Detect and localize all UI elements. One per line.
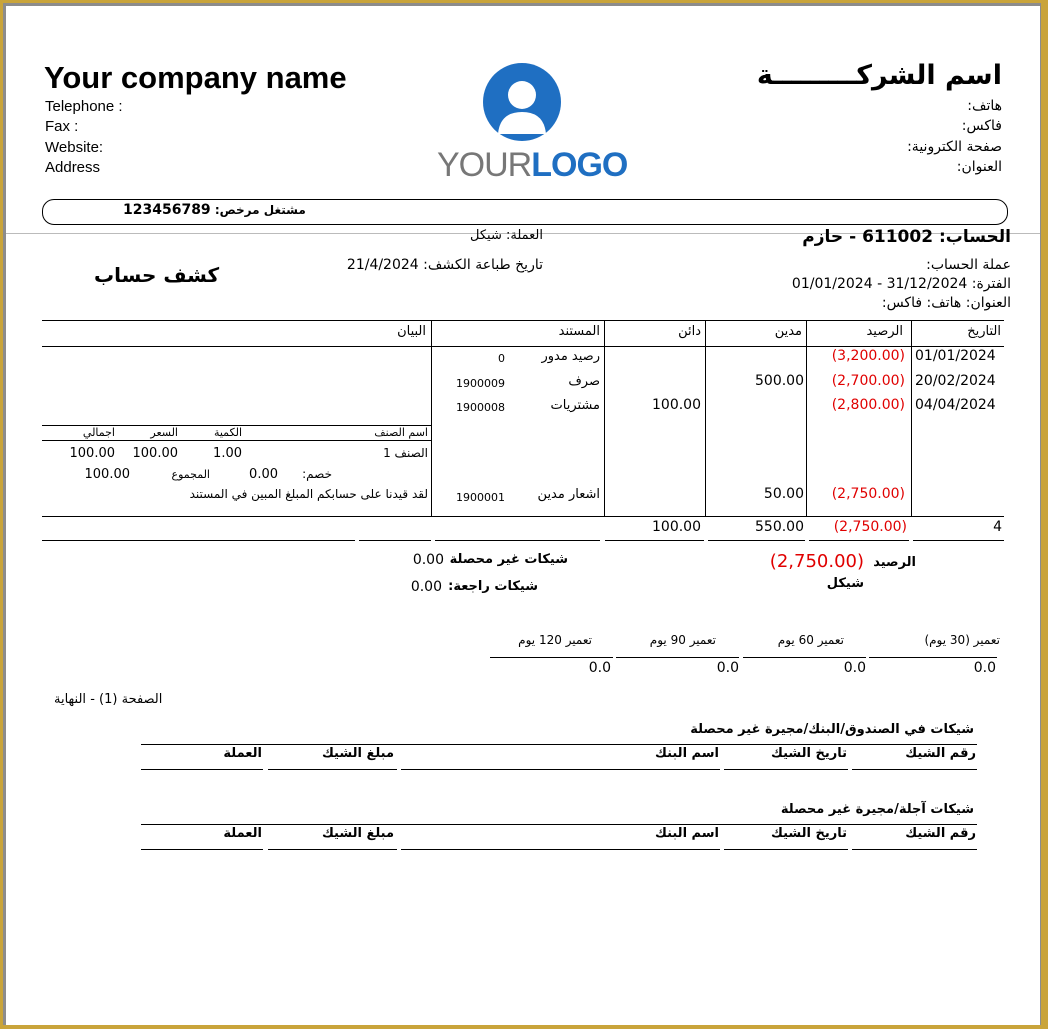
table-top-border xyxy=(42,320,1004,321)
items-header-name: اسم الصنف xyxy=(374,426,428,439)
totals-bottom-border-3 xyxy=(435,540,600,541)
col-divider-document xyxy=(431,320,432,516)
account-info xyxy=(802,227,1011,247)
report-page xyxy=(6,6,1040,1025)
row-doc-type: صرف xyxy=(568,374,600,389)
document-note: لقد قيدنا على حسابكم المبلغ المبين في المستند xyxy=(189,487,428,501)
licensed-number: 123456789 xyxy=(123,202,211,218)
deferred-cheque-currency-header: العملة xyxy=(223,826,262,841)
cheque-date-header: تاريخ الشيك xyxy=(770,746,847,761)
header-description: البيان xyxy=(397,324,426,339)
licensed-label: مشتغل مرخص: xyxy=(214,203,306,217)
totals-bottom-border-5 xyxy=(708,540,805,541)
row-doc-no: 1900008 xyxy=(456,401,505,414)
cheques-deferred-col-line xyxy=(268,849,397,850)
logo-text xyxy=(437,146,627,185)
row-doc-no: 0 xyxy=(498,352,505,365)
aging-value: 0.0 xyxy=(716,660,739,676)
page-number-label: الصفحة (1) xyxy=(99,692,163,707)
account-currency-label: عملة الحساب: xyxy=(926,257,1011,273)
aging-label: تعمير 90 يوم xyxy=(649,633,716,647)
cheque-currency-header: العملة xyxy=(223,746,262,761)
items-header-qty: الكمية xyxy=(213,426,242,439)
col-divider-date xyxy=(911,320,912,516)
cheques-deferred-header-top xyxy=(141,824,977,825)
totals-credit: 100.00 xyxy=(652,519,701,535)
account-fax-label: فاكس: xyxy=(881,295,923,311)
item-qty: 1.00 xyxy=(213,446,242,461)
aging-value: 0.0 xyxy=(843,660,866,676)
table-header-border xyxy=(42,346,1004,347)
items-header-total: اجمالي xyxy=(82,426,115,439)
cheques-box-col-line xyxy=(268,769,397,770)
address-label: Address xyxy=(45,159,101,176)
website-label-ar: صفحة الكترونية: xyxy=(907,139,1002,155)
row-date: 01/01/2024 xyxy=(915,348,996,364)
row-balance: (2,750.00) xyxy=(831,486,905,502)
header-debit: مدين xyxy=(774,324,802,339)
item-price: 100.00 xyxy=(132,446,178,461)
item-name: الصنف 1 xyxy=(383,446,428,460)
row-date: 04/04/2024 xyxy=(915,397,996,413)
sum-value: 100.00 xyxy=(84,467,130,482)
summary-balance-label: الرصيد xyxy=(873,555,916,570)
cheques-box-col-line xyxy=(852,769,977,770)
company-name-ar: اسم الشركـــــــــة xyxy=(756,60,1002,91)
cheque-amount-header: مبلغ الشيك xyxy=(321,746,394,761)
item-total: 100.00 xyxy=(69,446,115,461)
aging-label: تعمير 120 يوم xyxy=(518,633,592,647)
print-date-value: 21/4/2024 xyxy=(346,257,419,273)
aging-divider xyxy=(743,657,866,658)
totals-count: 4 xyxy=(993,519,1002,535)
aging-label: تعمير 60 يوم xyxy=(777,633,844,647)
cheque-number-header: رقم الشيك xyxy=(905,746,976,761)
account-number: 611002 xyxy=(862,227,934,247)
account-address-label: العنوان: xyxy=(965,295,1011,311)
page-info xyxy=(54,692,162,707)
col-divider-credit xyxy=(604,320,605,516)
totals-top-border xyxy=(42,516,1004,517)
period xyxy=(792,276,1011,292)
row-date: 20/02/2024 xyxy=(915,373,996,389)
cheques-deferred-col-line xyxy=(401,849,720,850)
deferred-cheque-date-header: تاريخ الشيك xyxy=(770,826,847,841)
row-doc-type: مشتريات xyxy=(550,398,600,413)
row-debit: 50.00 xyxy=(763,486,804,502)
page-separator: - xyxy=(90,692,95,707)
cheques-deferred-col-line xyxy=(141,849,263,850)
header-credit: دائن xyxy=(678,324,701,339)
totals-balance: (2,750.00) xyxy=(833,519,907,535)
telephone-label-ar: هاتف: xyxy=(967,98,1002,114)
header-document: المستند xyxy=(558,324,600,339)
totals-bottom-border-4 xyxy=(605,540,704,541)
cheques-box-col-line xyxy=(401,769,720,770)
aging-divider xyxy=(869,657,997,658)
aging-value: 0.0 xyxy=(973,660,996,676)
row-balance: (3,200.00) xyxy=(831,348,905,364)
totals-bottom-border-6 xyxy=(809,540,909,541)
page-end-label: النهاية xyxy=(54,692,87,707)
row-balance: (2,700.00) xyxy=(831,373,905,389)
aging-divider xyxy=(616,657,739,658)
fax-label: Fax : xyxy=(45,118,79,135)
website-label: Website: xyxy=(45,139,104,156)
account-address xyxy=(882,295,1011,311)
totals-bottom-border-7 xyxy=(913,540,1004,541)
cheque-bank-header: اسم البنك xyxy=(654,746,719,761)
print-date-label: تاريخ طباعة الكشف: xyxy=(423,257,543,273)
period-separator: - xyxy=(877,276,883,292)
cheques-box-title: شيكات في الصندوق/البنك/مجيرة غير محصلة xyxy=(690,722,974,737)
aging-divider xyxy=(490,657,613,658)
period-to: 31/12/2024 xyxy=(886,276,968,292)
company-name-en: Your company name xyxy=(44,60,347,95)
summary-balance-value: (2,750.00) xyxy=(769,551,864,572)
col-divider-balance xyxy=(806,320,807,516)
logo-text-your: YOUR xyxy=(437,146,532,184)
logo-avatar-icon xyxy=(482,62,562,142)
returned-cheques-label: شيكات راجعة: xyxy=(448,579,538,594)
discount-value: 0.00 xyxy=(249,467,278,482)
account-phone-label: هاتف: xyxy=(926,295,962,311)
address-label-ar: العنوان: xyxy=(956,159,1002,175)
row-balance: (2,800.00) xyxy=(831,397,905,413)
row-debit: 500.00 xyxy=(755,373,804,389)
returned-cheques-value: 0.00 xyxy=(410,579,442,595)
cheques-box-header-top xyxy=(141,744,977,745)
account-label: الحساب: xyxy=(938,227,1011,247)
col-divider-debit xyxy=(705,320,706,516)
cheques-deferred-title: شيكات آجلة/مجيرة غير محصلة xyxy=(780,802,974,817)
licensed-dealer xyxy=(123,202,306,218)
currency-value: شيكل xyxy=(470,228,502,243)
items-header-price: السعر xyxy=(150,426,178,439)
deferred-cheque-number-header: رقم الشيك xyxy=(905,826,976,841)
totals-debit: 550.00 xyxy=(755,519,804,535)
account-name: حازم xyxy=(802,227,844,247)
row-doc-type: اشعار مدين xyxy=(537,487,600,502)
sum-label: المجموع xyxy=(171,468,210,481)
row-credit: 100.00 xyxy=(652,397,701,413)
period-from: 01/01/2024 xyxy=(791,276,873,292)
uncollected-cheques-value: 0.00 xyxy=(412,552,444,568)
row-doc-type: رصيد مدور xyxy=(541,349,600,364)
totals-bottom-border-1 xyxy=(42,540,355,541)
aging-value: 0.0 xyxy=(588,660,611,676)
fax-label-ar: فاكس: xyxy=(961,118,1002,134)
cheques-deferred-col-line xyxy=(852,849,977,850)
telephone-label: Telephone : xyxy=(45,98,123,115)
period-label: الفترة: xyxy=(971,276,1011,292)
logo-text-logo: LOGO xyxy=(531,146,628,184)
cheques-deferred-col-line xyxy=(724,849,848,850)
summary-balance-currency: شيكل xyxy=(826,576,864,591)
header-date: التاريخ xyxy=(967,324,1001,339)
account-separator: - xyxy=(849,227,857,247)
print-date xyxy=(347,257,543,273)
statement-title: كشف حساب xyxy=(94,263,220,287)
deferred-cheque-bank-header: اسم البنك xyxy=(654,826,719,841)
header-balance: الرصيد xyxy=(866,324,903,339)
row-doc-no: 1900001 xyxy=(456,491,505,504)
cheques-box-col-line xyxy=(141,769,263,770)
row-doc-no: 1900009 xyxy=(456,377,505,390)
uncollected-cheques-label: شيكات غير محصلة xyxy=(449,552,568,567)
discount-label: خصم: xyxy=(302,467,332,481)
aging-label: تعمير (30 يوم) xyxy=(924,633,1000,647)
deferred-cheque-amount-header: مبلغ الشيك xyxy=(321,826,394,841)
currency-info xyxy=(470,228,543,243)
items-header-border xyxy=(42,440,431,441)
totals-bottom-border-2 xyxy=(359,540,431,541)
currency-label: العملة: xyxy=(505,228,543,243)
cheques-box-col-line xyxy=(724,769,848,770)
